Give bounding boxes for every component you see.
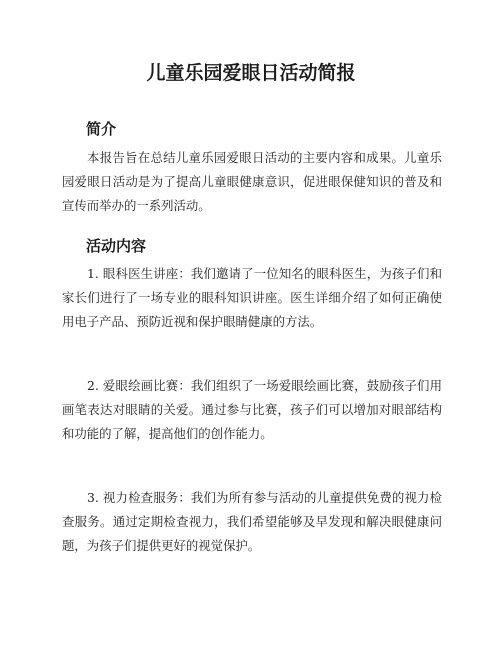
- intro-paragraph: 本报告旨在总结儿童乐园爱眼日活动的主要内容和成果。儿童乐园爱眼日活动是为了提高儿童眼健康意识，促进眼保健知识的普及和宣传而举办的一系列活动。: [62, 150, 442, 213]
- activity-item-drawing-contest: 2. 爱眼绘画比赛：我们组织了一场爱眼绘画比赛，鼓励孩子们用画笔表达对眼睛的关爱。通过参与比赛，孩子们可以增加对眼部结构和功能的了解，提高他们的创作能力。: [62, 378, 442, 441]
- section-heading-intro: 简介: [86, 120, 117, 138]
- activity-item-vision-check: 3. 视力检查服务：我们为所有参与活动的儿童提供免费的视力检查服务。通过定期检查视力，我们希望能够及早发现和解决眼健康问题，为孩子们提供更好的视觉保护。: [62, 490, 442, 553]
- document-title: 儿童乐园爱眼日活动简报: [146, 62, 356, 84]
- section-heading-activities: 活动内容: [86, 237, 147, 255]
- activity-item-lecture: 1. 眼科医生讲座：我们邀请了一位知名的眼科医生，为孩子们和家长们进行了一场专业的眼科知识讲座。医生详细介绍了如何正确使用电子产品、预防近视和保护眼睛健康的方法。: [62, 266, 442, 329]
